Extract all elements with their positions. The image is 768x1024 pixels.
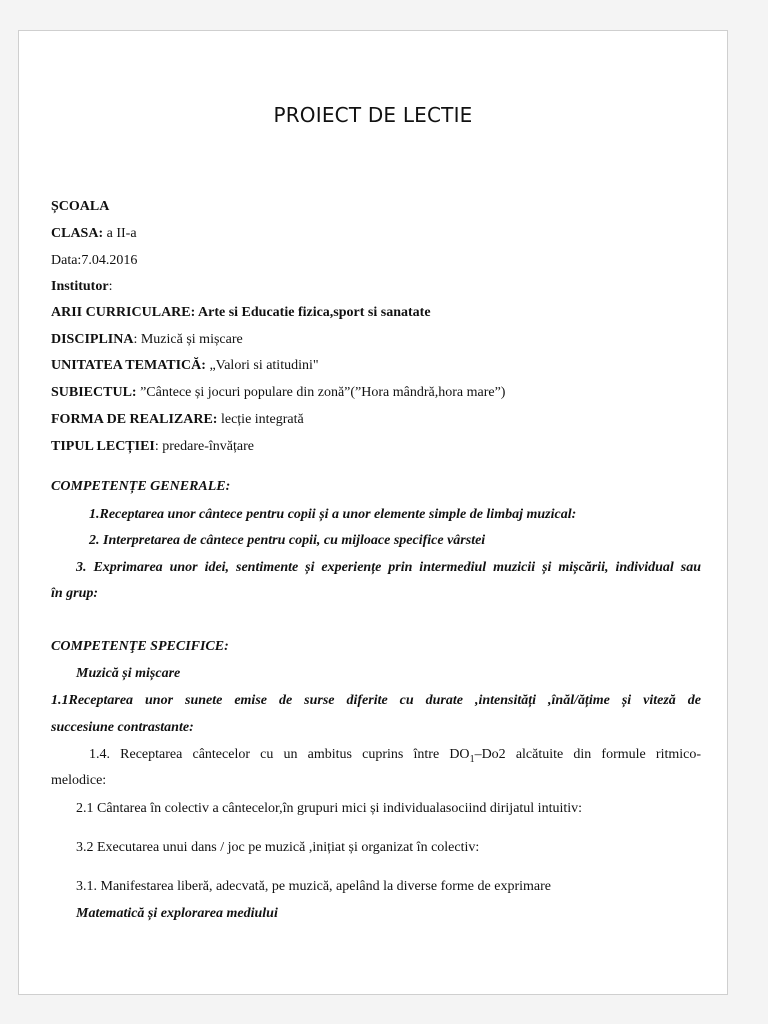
institutor-label: Institutor — [51, 279, 109, 294]
arii-curriculare-line: ARII CURRICULARE: Arte si Educatie fizica,sport si sanatate — [51, 305, 431, 320]
competente-specifice-heading: COMPETENŢE SPECIFICE: — [51, 639, 229, 654]
subsection-muzica-miscare: Muzică și mișcare — [76, 666, 181, 681]
clasa-line — [51, 226, 137, 242]
subiectul-line — [51, 385, 505, 401]
competenta-1-1-line2: succesiune contrastante: — [51, 720, 194, 735]
tipul-label: TIPUL LECȚIEI — [51, 439, 155, 454]
competenta-1-4-line1 — [89, 747, 701, 765]
institutor-value: : — [108, 279, 113, 294]
competenta-generala-3-line1: 3. Exprimarea unor idei, sentimente și experiențe prin intermediul muzicii și mișcării, individual sau — [76, 560, 701, 575]
unitatea-label: UNITATEA TEMATICĂ: — [51, 358, 206, 373]
scoala-label: ȘCOALA — [51, 199, 110, 214]
institutor-line — [51, 279, 112, 295]
competenta-1-4-text-b: –Do2 alcătuite din formule ritmico- — [474, 747, 702, 762]
competenta-3-1: 3.1. Manifestarea liberă, adecvată, pe muzică, apelând la diverse forme de exprimare — [76, 879, 551, 894]
forma-value: lecție integrată — [217, 412, 304, 427]
competenta-generala-1: 1.Receptarea unor cântece pentru copii și a unor elemente simple de limbaj muzical: — [89, 507, 577, 522]
forma-label: FORMA DE REALIZARE: — [51, 412, 218, 427]
competente-generale-heading: COMPETENȚE GENERALE: — [51, 479, 231, 494]
tipul-line — [51, 439, 254, 455]
disciplina-line — [51, 332, 243, 348]
document-title: PROIECT DE LECTIE — [273, 103, 473, 127]
competenta-generala-2: 2. Interpretarea de cântece pentru copii, cu mijloace specifice vârstei — [89, 533, 486, 548]
tipul-value: : predare-învățare — [154, 439, 254, 454]
subiectul-label: SUBIECTUL: — [51, 385, 137, 400]
competenta-2-1: 2.1 Cântarea în colectiv a cântecelor,în grupuri mici și individualasociind dirijatul intuitiv: — [76, 801, 583, 816]
competenta-1-4-text-a: 1.4. Receptarea cântecelor cu un ambitus cuprins între DO — [89, 747, 470, 762]
forma-line — [51, 412, 304, 428]
data-line: Data:7.04.2016 — [51, 253, 138, 268]
document-page — [18, 30, 728, 995]
competenta-1-1-line1: 1.1Receptarea unor sunete emise de surse diferite cu durate ,intensități ,înăl/ățime și viteză de — [51, 693, 701, 708]
subiectul-value: ”Cântece și jocuri populare din zonă”(”Hora mândră,hora mare”) — [136, 385, 506, 400]
clasa-label: CLASA: — [51, 226, 104, 241]
disciplina-label: DISCIPLINA — [51, 332, 134, 347]
clasa-value: a II-a — [103, 226, 137, 241]
competenta-generala-3-line2: în grup: — [51, 586, 99, 601]
competenta-1-4-line2: melodice: — [51, 773, 107, 788]
competenta-3-2: 3.2 Executarea unui dans / joc pe muzică ,inițiat și organizat în colectiv: — [76, 840, 480, 855]
unitatea-value: „Valori si atitudini" — [205, 358, 319, 373]
unitatea-line — [51, 358, 319, 374]
subsection-matematica: Matematică și explorarea mediului — [76, 906, 278, 921]
disciplina-value: : Muzică și mișcare — [133, 332, 243, 347]
competenta-1-4-subscript: 1 — [469, 753, 475, 765]
